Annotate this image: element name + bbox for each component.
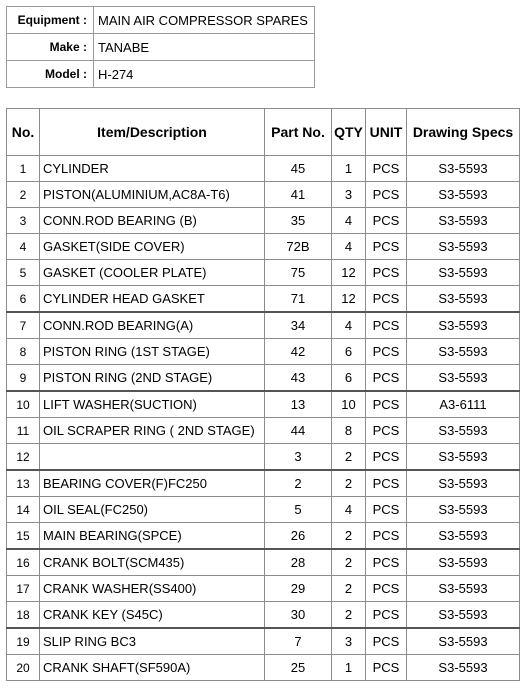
quantity: 2: [332, 444, 366, 471]
row-number: 1: [7, 156, 40, 182]
model-label: Model :: [7, 61, 94, 88]
quantity: 2: [332, 523, 366, 550]
col-header-unit: UNIT: [366, 109, 407, 156]
unit: PCS: [366, 576, 407, 602]
quantity: 2: [332, 549, 366, 576]
equipment-info-block: [6, 6, 315, 88]
item-description: MAIN BEARING(SPCE): [40, 523, 265, 550]
quantity: 4: [332, 497, 366, 523]
part-number: 41: [265, 182, 332, 208]
drawing-spec: S3-5593: [407, 286, 520, 313]
quantity: 1: [332, 655, 366, 681]
table-row: [7, 549, 520, 576]
col-header-drawing-specs: Drawing Specs: [407, 109, 520, 156]
unit: PCS: [366, 208, 407, 234]
part-number: 13: [265, 391, 332, 418]
part-number: 71: [265, 286, 332, 313]
table-row: [7, 576, 520, 602]
row-number: 7: [7, 312, 40, 339]
part-number: 35: [265, 208, 332, 234]
row-number: 18: [7, 602, 40, 629]
unit: PCS: [366, 602, 407, 629]
part-number: 29: [265, 576, 332, 602]
part-number: 34: [265, 312, 332, 339]
item-description: CYLINDER HEAD GASKET: [40, 286, 265, 313]
item-description: SLIP RING BC3: [40, 628, 265, 655]
drawing-spec: S3-5593: [407, 523, 520, 550]
unit: PCS: [366, 549, 407, 576]
item-description: CRANK WASHER(SS400): [40, 576, 265, 602]
item-description: GASKET (COOLER PLATE): [40, 260, 265, 286]
drawing-spec: S3-5593: [407, 208, 520, 234]
spare-parts-table: [6, 108, 520, 681]
item-description: BEARING COVER(F)FC250: [40, 470, 265, 497]
unit: PCS: [366, 286, 407, 313]
row-number: 13: [7, 470, 40, 497]
item-description: PISTON(ALUMINIUM,AC8A-T6): [40, 182, 265, 208]
item-description: PISTON RING (1ST STAGE): [40, 339, 265, 365]
drawing-spec: S3-5593: [407, 418, 520, 444]
part-number: 75: [265, 260, 332, 286]
table-row: [7, 312, 520, 339]
equipment-value: MAIN AIR COMPRESSOR SPARES: [94, 7, 315, 34]
unit: PCS: [366, 628, 407, 655]
row-number: 6: [7, 286, 40, 313]
row-number: 16: [7, 549, 40, 576]
quantity: 8: [332, 418, 366, 444]
col-header-no: No.: [7, 109, 40, 156]
quantity: 12: [332, 260, 366, 286]
row-number: 4: [7, 234, 40, 260]
quantity: 6: [332, 339, 366, 365]
table-row: [7, 470, 520, 497]
unit: PCS: [366, 470, 407, 497]
drawing-spec: S3-5593: [407, 655, 520, 681]
row-number: 11: [7, 418, 40, 444]
unit: PCS: [366, 234, 407, 260]
col-header-part-no: Part No.: [265, 109, 332, 156]
quantity: 2: [332, 470, 366, 497]
part-number: 72B: [265, 234, 332, 260]
part-number: 44: [265, 418, 332, 444]
quantity: 6: [332, 365, 366, 392]
drawing-spec: S3-5593: [407, 234, 520, 260]
quantity: 4: [332, 312, 366, 339]
model-row: [7, 61, 315, 88]
table-row: [7, 182, 520, 208]
table-row: [7, 655, 520, 681]
drawing-spec: S3-5593: [407, 182, 520, 208]
item-description: CONN.ROD BEARING(A): [40, 312, 265, 339]
table-row: [7, 156, 520, 182]
drawing-spec: A3-6111: [407, 391, 520, 418]
table-row: [7, 391, 520, 418]
row-number: 20: [7, 655, 40, 681]
row-number: 15: [7, 523, 40, 550]
part-number: 2: [265, 470, 332, 497]
quantity: 1: [332, 156, 366, 182]
equipment-label: Equipment :: [7, 7, 94, 34]
quantity: 10: [332, 391, 366, 418]
part-number: 30: [265, 602, 332, 629]
item-description: CRANK BOLT(SCM435): [40, 549, 265, 576]
unit: PCS: [366, 523, 407, 550]
item-description: OIL SEAL(FC250): [40, 497, 265, 523]
col-header-item: Item/Description: [40, 109, 265, 156]
quantity: 2: [332, 576, 366, 602]
item-description: CRANK KEY (S45C): [40, 602, 265, 629]
row-number: 19: [7, 628, 40, 655]
table-row: [7, 523, 520, 550]
unit: PCS: [366, 182, 407, 208]
unit: PCS: [366, 497, 407, 523]
part-number: 25: [265, 655, 332, 681]
item-description: LIFT WASHER(SUCTION): [40, 391, 265, 418]
part-number: 42: [265, 339, 332, 365]
unit: PCS: [366, 365, 407, 392]
quantity: 4: [332, 234, 366, 260]
drawing-spec: S3-5593: [407, 444, 520, 471]
table-row: [7, 260, 520, 286]
equipment-row: [7, 7, 315, 34]
table-row: [7, 628, 520, 655]
row-number: 12: [7, 444, 40, 471]
item-description: CRANK SHAFT(SF590A): [40, 655, 265, 681]
col-header-qty: QTY: [332, 109, 366, 156]
quantity: 3: [332, 628, 366, 655]
drawing-spec: S3-5593: [407, 339, 520, 365]
table-row: [7, 234, 520, 260]
table-row: [7, 418, 520, 444]
part-number: 3: [265, 444, 332, 471]
quantity: 4: [332, 208, 366, 234]
part-number: 5: [265, 497, 332, 523]
table-row: [7, 497, 520, 523]
table-body: [7, 156, 520, 681]
unit: PCS: [366, 655, 407, 681]
unit: PCS: [366, 260, 407, 286]
row-number: 2: [7, 182, 40, 208]
drawing-spec: S3-5593: [407, 156, 520, 182]
make-value: TANABE: [94, 34, 315, 61]
drawing-spec: S3-5593: [407, 628, 520, 655]
quantity: 12: [332, 286, 366, 313]
drawing-spec: S3-5593: [407, 260, 520, 286]
unit: PCS: [366, 391, 407, 418]
item-description: PISTON RING (2ND STAGE): [40, 365, 265, 392]
row-number: 8: [7, 339, 40, 365]
unit: PCS: [366, 444, 407, 471]
row-number: 9: [7, 365, 40, 392]
drawing-spec: S3-5593: [407, 497, 520, 523]
item-description: GASKET(SIDE COVER): [40, 234, 265, 260]
part-number: 43: [265, 365, 332, 392]
part-number: 26: [265, 523, 332, 550]
quantity: 3: [332, 182, 366, 208]
unit: PCS: [366, 156, 407, 182]
make-label: Make :: [7, 34, 94, 61]
item-description: OIL SCRAPER RING ( 2ND STAGE): [40, 418, 265, 444]
row-number: 3: [7, 208, 40, 234]
row-number: 10: [7, 391, 40, 418]
quantity: 2: [332, 602, 366, 629]
drawing-spec: S3-5593: [407, 602, 520, 629]
drawing-spec: S3-5593: [407, 576, 520, 602]
part-number: 7: [265, 628, 332, 655]
drawing-spec: S3-5593: [407, 312, 520, 339]
drawing-spec: S3-5593: [407, 470, 520, 497]
part-number: 28: [265, 549, 332, 576]
unit: PCS: [366, 339, 407, 365]
unit: PCS: [366, 418, 407, 444]
item-description: CYLINDER: [40, 156, 265, 182]
drawing-spec: S3-5593: [407, 365, 520, 392]
item-description: CONN.ROD BEARING (B): [40, 208, 265, 234]
model-value: H-274: [94, 61, 315, 88]
table-row: [7, 339, 520, 365]
make-row: [7, 34, 315, 61]
table-row: [7, 208, 520, 234]
unit: PCS: [366, 312, 407, 339]
table-row: [7, 286, 520, 313]
item-description: [40, 444, 265, 471]
table-row: [7, 602, 520, 629]
drawing-spec: S3-5593: [407, 549, 520, 576]
row-number: 5: [7, 260, 40, 286]
table-row: [7, 365, 520, 392]
table-header-row: [7, 109, 520, 156]
table-row: [7, 444, 520, 471]
row-number: 14: [7, 497, 40, 523]
row-number: 17: [7, 576, 40, 602]
part-number: 45: [265, 156, 332, 182]
